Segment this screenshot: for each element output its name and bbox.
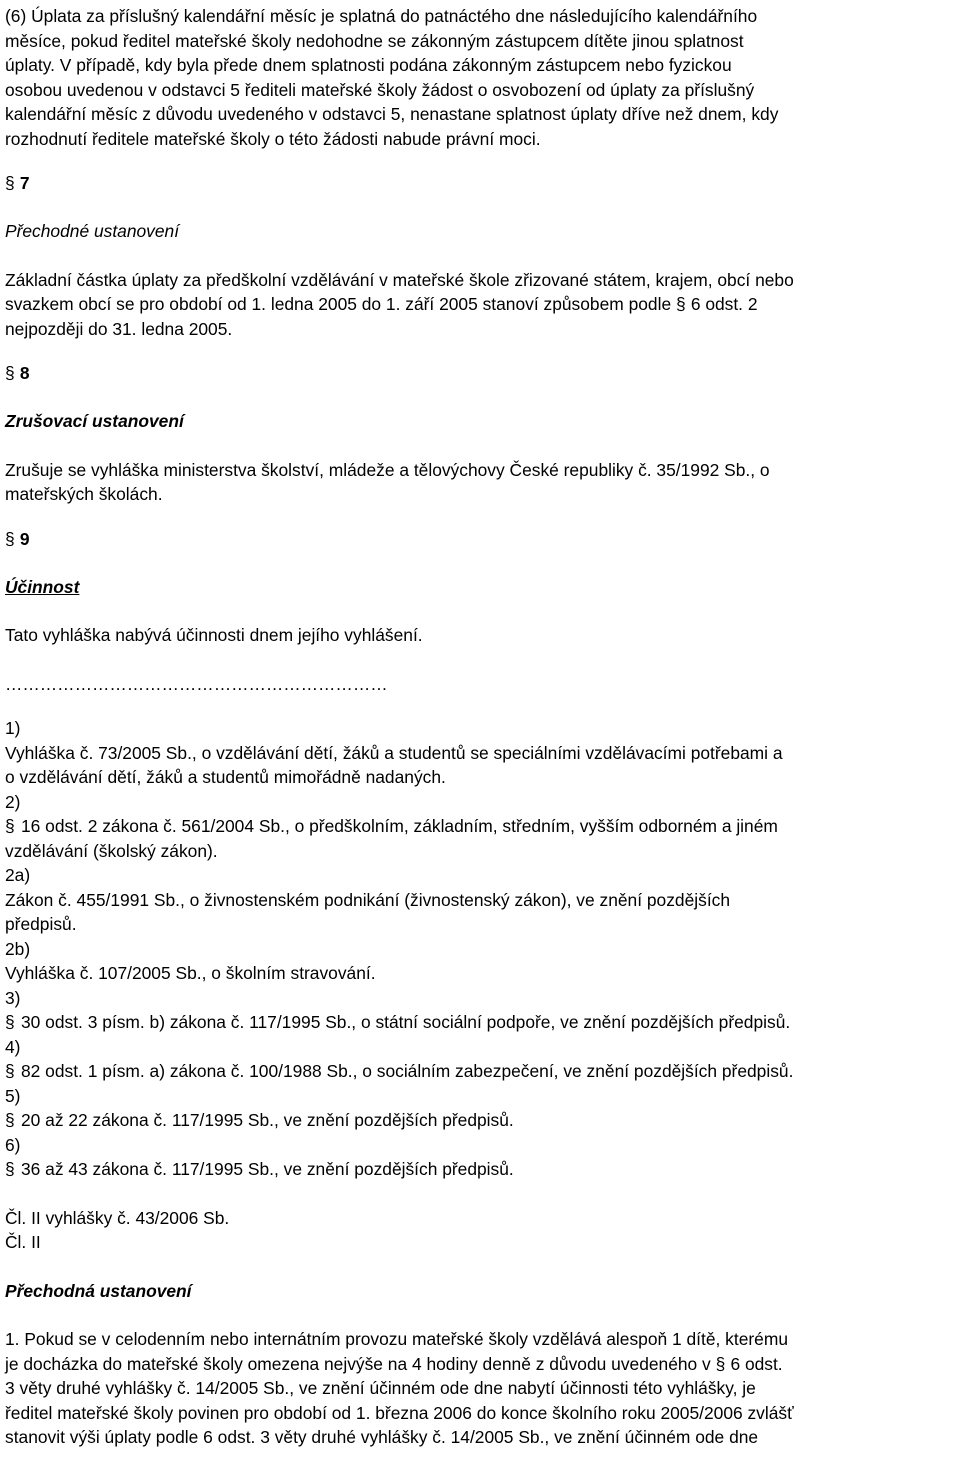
section-sign: § [5,1061,15,1081]
footnote-number: 2b) [5,938,31,959]
text-line: 3 věty druhé vyhlášky č. 14/2005 Sb., ve znění účinném ode dne nabytí účinnosti této vyhlášky, je [5,1378,756,1398]
footnote-text: předpisů. [5,914,77,934]
section-7-title: Přechodné ustanovení [5,221,180,241]
footnote-text: o vzdělávání dětí, žáků a studentů mimořádně nadaných. [5,767,446,787]
text-line: nejpozději do 31. ledna 2005. [5,318,233,339]
section-sign: § [5,1012,15,1032]
section-sign: § [5,363,15,383]
text-span: 6 odst. 2 [690,294,758,314]
text-line: kalendářní měsíc z důvodu uvedeného v odstavci 5, nenastane splatnost úplaty dříve než dnem, kdy [5,104,779,124]
text-line: 1. Pokud se v celodenním nebo internátním provozu mateřské školy vzdělává alespoň 1 dítě, kterému [5,1329,789,1349]
text-line: Základní částka úplaty za předškolní vzdělávání v mateřské škole zřizované státem, krajem, obcí nebo [5,269,794,290]
text-line: stanovit výši úplaty podle 6 odst. 3 věty druhé vyhlášky č. 14/2005 Sb., ve znění účinném ode dne [5,1427,759,1447]
section-sign: § [5,173,15,193]
document-page [5,4,956,1450]
section-number: 7 [19,173,30,193]
footnote-text: Vyhláška č. 73/2005 Sb., o vzdělávání dětí, žáků a studentů se speciálními vzdělávacími potřebami a [5,742,783,763]
text-line: úplaty. V případě, kdy byla přede dnem splatnosti podána zákonným zástupcem nebo fyzickou [5,55,732,75]
footnote-number: 2a) [5,865,31,885]
text-line: mateřských školách. [5,484,163,504]
text-span: 16 odst. 2 zákona č. 561/2004 Sb., o předškolním, základním, středním, vyšším odborném a jiném [21,816,778,836]
text-span: 6 odst. [730,1353,783,1374]
section-8-title: Zrušovací ustanovení [5,411,184,431]
section-7-heading [5,171,956,195]
text-span: 82 odst. 1 písm. a) zákona č. 100/1988 Sb., o sociálním zabezpečení, ve znění pozdějších předpisů. [21,1061,794,1081]
footnote-text: vzdělávání (školský zákon). [5,840,218,861]
text-line: Tato vyhláška nabývá účinnosti dnem jejího vyhlášení. [5,625,423,645]
footnote-number: 3) [5,987,21,1008]
footnote-text: Zákon č. 455/1991 Sb., o živnostenském podnikání (živnostenský zákon), ve znění pozdějších [5,889,731,910]
section-sign: § [675,294,686,314]
text-span: je docházka do mateřské školy omezena nejvýše na 4 hodiny denně z důvodu uvedeného v [5,1353,711,1374]
section-sign: § [5,816,15,836]
text-span: 30 odst. 3 písm. b) zákona č. 117/1995 Sb., o státní sociální podpoře, ve znění pozdějších předpisů. [21,1012,791,1032]
separator-line: ………………………………………………………… [5,673,388,694]
footnote-number: 2) [5,791,21,812]
footnote-text [5,1157,956,1182]
text-line: ředitel mateřské školy povinen pro období od 1. března 2006 do konce školního roku 2005/2006 zvlášť [5,1402,794,1423]
text-line [5,1352,956,1377]
footnote-text [5,814,956,839]
section-sign: § [715,1353,726,1374]
text-span: 36 až 43 zákona č. 117/1995 Sb., ve znění pozdějších předpisů. [21,1159,514,1179]
footnote-text [5,1108,956,1133]
article-heading: Čl. II [5,1232,41,1252]
footnote-number: 4) [5,1036,21,1057]
text-line: (6) Úplata za příslušný kalendářní měsíc je splatná do patnáctého dne následujícího kalendářního [5,6,758,26]
text-line [5,292,956,317]
section-9-title: Účinnost [5,576,80,597]
article-reference: Čl. II vyhlášky č. 43/2006 Sb. [5,1207,230,1228]
footnote-number: 5) [5,1085,21,1106]
footnote-text [5,1059,956,1084]
section-8-heading [5,361,956,385]
section-number: 8 [19,363,30,383]
section-sign: § [5,1110,15,1130]
text-span: svazkem obcí se pro období od 1. ledna 2005 do 1. září 2005 stanoví způsobem podle [5,294,672,314]
section-9-heading [5,527,956,551]
text-line: osobou uvedenou v odstavci 5 řediteli mateřské školy žádost o osvobození od úplaty za příslušný [5,79,755,100]
paragraph-6 [5,4,956,151]
text-line: rozhodnutí ředitele mateřské školy o této žádosti nabude právní moci. [5,128,541,149]
footnote-text: Vyhláška č. 107/2005 Sb., o školním stravování. [5,963,376,983]
text-line: měsíce, pokud ředitel mateřské školy nedohodne se zákonným zástupcem dítěte jinou splatnost [5,30,744,51]
footnote-number: 1) [5,718,21,738]
footnotes [5,716,956,1182]
article-title: Přechodná ustanovení [5,1280,192,1301]
text-line: Zrušuje se vyhláška ministerstva školství, mládeže a tělovýchovy České republiky č. 35/1992 Sb., o [5,459,770,480]
section-sign: § [5,528,15,549]
text-span: 20 až 22 zákona č. 117/1995 Sb., ve znění pozdějších předpisů. [21,1110,514,1130]
footnote-text [5,1010,956,1035]
section-sign: § [5,1159,15,1179]
footnote-number: 6) [5,1134,21,1155]
section-number: 9 [19,528,30,549]
